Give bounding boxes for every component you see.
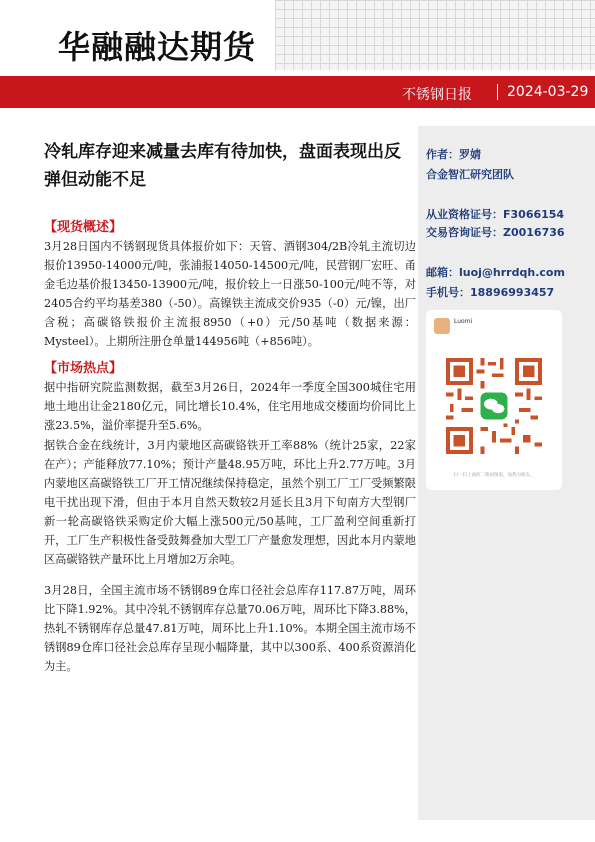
qr-caption: 扫一扫上面的二维码图案，加我为朋友。 bbox=[453, 473, 535, 478]
report-type: 不锈钢日报 bbox=[402, 87, 472, 103]
market-paragraph-land: 据中指研究院监测数据，截至3月26日，2024年一季度全国300城住宅用地土地出让金2180亿元，同比增长10.4%，住宅用地成交楼面均价同比上涨23.5%，溢价率提升至5.6%。 bbox=[44, 381, 416, 432]
avatar bbox=[434, 318, 450, 334]
section-title-market: 【市场热点】 bbox=[44, 361, 123, 376]
wechat-qr-card bbox=[426, 310, 562, 490]
market-paragraph-inventory: 3月28日，全国主流市场不锈钢89仓库口径社会总库存117.87万吨，周环比下降1.92%。其中冷轧不锈钢库存总量70.06万吨，周环比下降3.88%，热轧不锈钢库存总量47.81万吨，周环比上升1.10%。本期全国主流市场不锈钢89仓库口径社会总库存呈现小幅降量，其中以300系、400系资源消化为主。 bbox=[44, 584, 416, 673]
email-link[interactable]: 邮箱：luoj@hrrdqh.com bbox=[426, 266, 565, 279]
report-date: 2024-03-29 bbox=[507, 84, 589, 100]
qualification-number: 从业资格证号：F3066154 bbox=[426, 208, 565, 221]
author-name: 作者：罗婧 bbox=[426, 148, 481, 161]
market-paragraph-ferrochrome: 据铁合金在线统计，3月内蒙地区高碳铬铁开工率88%（统计25家，22家在产）；产能释放77.10%；预计产量48.95万吨，环比上升2.77万吨。3月内蒙地区高碳铬铁工厂开工情况继续保持稳定，虽然个别工厂工厂受频繁限电干扰出现下滑，但由于本月自然天数较2月延长且3月下旬南方大型钢厂新一轮高碳铬铁采购定价大幅上涨500元/50基吨，工厂盈利空间重新打开，工厂生产积极性备受鼓舞叠加大型工厂产量愈发理想，因此本月内蒙地区高碳铬铁产量环比上月增加2万余吨。 bbox=[44, 439, 416, 566]
consulting-number: 交易咨询证号：Z0016736 bbox=[426, 226, 565, 239]
company-logo-text: 华融融达期货 bbox=[58, 28, 257, 66]
research-team: 合金智汇研究团队 bbox=[426, 168, 514, 181]
section-title-spot: 【现货概述】 bbox=[44, 220, 123, 235]
header-grid-decoration bbox=[275, 0, 595, 70]
spot-overview-paragraph: 3月28日国内不锈钢现货具体报价如下：天管、酒钢304/2B冷轧主流切边报价13950-14000元/吨，张浦报14050-14500元/吨，民营钢厂宏旺、甬金毛边基价报13450-13900元/吨，报价较上一日涨50-100元/吨不等，对2405合约平均基差380（-50）。高镍铁主流成交价935（-0）元/镍，出厂含税；高碳铬铁报价主流报8950（+0）元/50基吨（数据来源：Mysteel）。上期所注册仓单量144956吨（+856吨）。 bbox=[44, 240, 416, 348]
report-banner bbox=[0, 76, 595, 108]
phone-number: 手机号：18896993457 bbox=[426, 286, 555, 299]
qr-contact-name: Luomi bbox=[454, 318, 473, 325]
report-headline: 冷轧库存迎来减量去库有待加快，盘面表现出反弹但动能不足 bbox=[44, 142, 401, 190]
banner-divider bbox=[497, 84, 498, 100]
qr-code-image[interactable] bbox=[446, 358, 542, 454]
